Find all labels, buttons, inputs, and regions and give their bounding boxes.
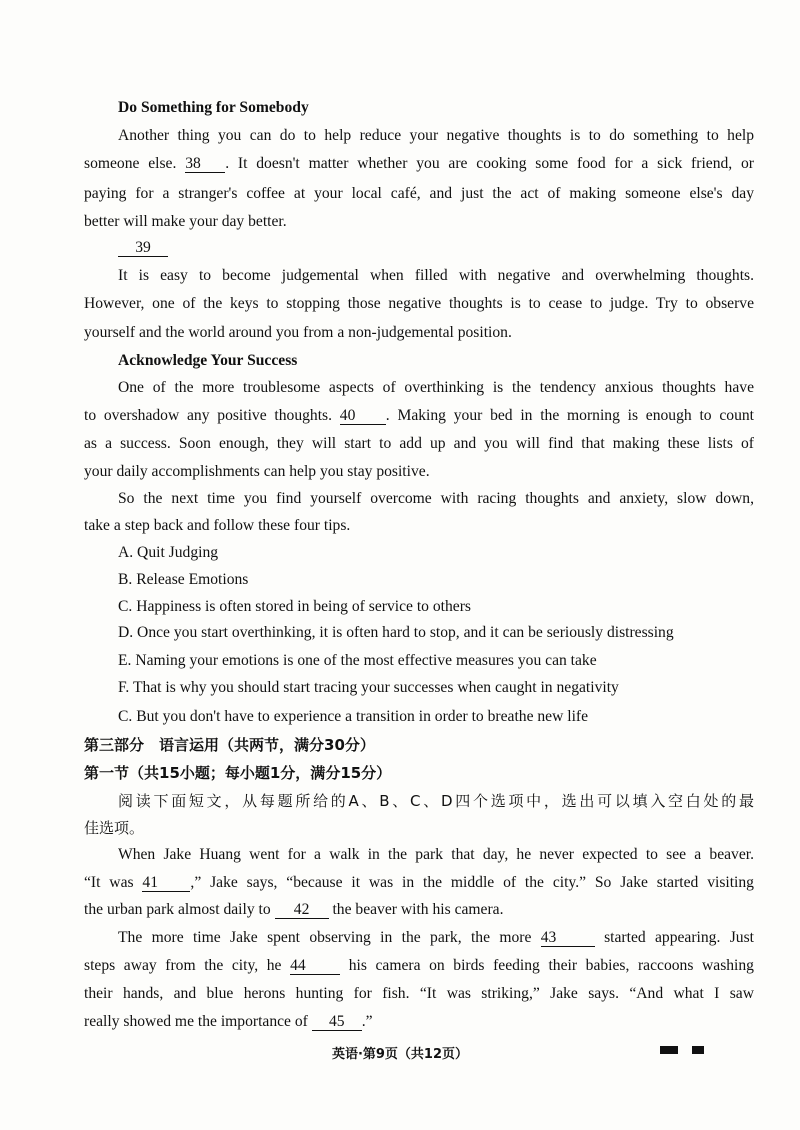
option-a: A. Quit Judging <box>118 544 219 561</box>
section-heading-acknowledge-success: Acknowledge Your Success <box>118 352 298 369</box>
paragraph-line: One of the more troublesome aspects of overthinking is the tendency anxious thoughts have <box>118 379 754 396</box>
paragraph-line: yourself and the world around you from a non-judgemental position. <box>84 324 512 341</box>
blank-44: 44 <box>290 957 340 975</box>
section-subtitle: 第一节（共15小题；每小题1分，满分15分） <box>84 764 392 782</box>
paragraph-line: their hands, and blue herons hunting for fish. “It was striking,” Jake says. “And what I saw <box>84 985 754 1002</box>
blank-41: 41 <box>142 874 190 892</box>
scan-mark <box>660 1046 678 1054</box>
blank-45: 45 <box>312 1013 362 1031</box>
page-footer: 英语·第9页（共12页） <box>331 1047 469 1062</box>
paragraph-line: steps away from the city, he 44 his camera on birds feeding their babies, raccoons washing <box>84 957 754 974</box>
paragraph-line: really showed me the importance of 45 .” <box>84 1013 373 1030</box>
paragraph-line: your daily accomplishments can help you stay positive. <box>84 463 430 480</box>
part-title: 第三部分 语言运用（共两节，满分30分） <box>84 736 375 754</box>
option-e: E. Naming your emotions is one of the most effective measures you can take <box>118 652 597 669</box>
option-b: B. Release Emotions <box>118 571 249 588</box>
paragraph-line: “It was 41 ,” Jake says, “because it was in the middle of the city.” So Jake started visiting <box>84 874 754 891</box>
paragraph-line: the urban park almost daily to 42 the beaver with his camera. <box>84 901 504 918</box>
paragraph-line: paying for a stranger's coffee at your local café, and just the act of making someone else's day <box>84 185 754 202</box>
paragraph-line: to overshadow any positive thoughts. 40 . Making your bed in the morning is enough to count <box>84 407 754 424</box>
paragraph-line: take a step back and follow these four tips. <box>84 517 351 534</box>
paragraph-line: It is easy to become judgemental when filled with negative and overwhelming thoughts. <box>118 267 754 284</box>
option-f: F. That is why you should start tracing your successes when caught in negativity <box>118 679 619 696</box>
paragraph-line: Another thing you can do to help reduce your negative thoughts is to do something to help <box>118 127 754 144</box>
paragraph-line: someone else. 38 . It doesn't matter whether you are cooking some food for a sick friend, or <box>84 155 754 172</box>
section-heading-do-something: Do Something for Somebody <box>118 99 309 116</box>
option-g: C. But you don't have to experience a transition in order to breathe new life <box>118 708 589 725</box>
paragraph-line: When Jake Huang went for a walk in the park that day, he never expected to see a beaver. <box>118 846 754 863</box>
blank-38: 38 <box>185 155 225 173</box>
blank-40: 40 <box>340 407 386 425</box>
paragraph-line: as a success. Soon enough, they will start to add up and you will find that making these lists of <box>84 435 754 452</box>
paragraph-line: The more time Jake spent observing in the park, the more 43 started appearing. Just <box>118 929 754 946</box>
paragraph-line <box>118 238 754 258</box>
paragraph-line: So the next time you find yourself overcome with racing thoughts and anxiety, slow down, <box>118 490 754 507</box>
blank-43: 43 <box>541 929 595 947</box>
option-d: D. Once you start overthinking, it is often hard to stop, and it can be seriously distressing <box>118 624 674 641</box>
instruction-line: 阅读下面短文，从每题所给的A、B、C、D四个选项中，选出可以填入空白处的最 <box>118 792 754 810</box>
option-c: C. Happiness is often stored in being of service to others <box>118 598 471 615</box>
blank-39: 39 <box>118 239 168 257</box>
blank-42: 42 <box>275 901 329 919</box>
paragraph-line: However, one of the keys to stopping those negative thoughts is to cease to judge. Try to observe <box>84 295 754 312</box>
instruction-line: 佳选项。 <box>84 819 145 837</box>
scan-mark <box>692 1046 704 1054</box>
paragraph-line: better will make your day better. <box>84 213 287 230</box>
